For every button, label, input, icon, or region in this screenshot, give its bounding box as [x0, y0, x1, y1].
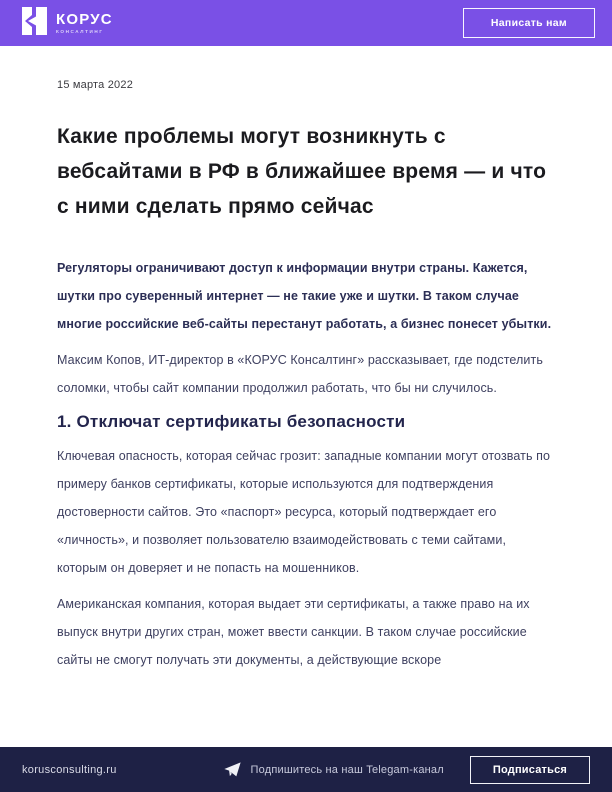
article-lead: Регуляторы ограничивают доступ к информации внутри страны. Кажется, шутки про суверенный интернет — не такие уже и шутки. В таком случае многие российские веб-сайты перестанут работать, а бизнес понесет убытки. [57, 261, 552, 331]
article-byline: Максим Копов, ИТ-директор в «КОРУС Консалтинг» рассказывает, где подстелить соломки, чтобы сайт компании продолжил работать, что бы ни случилось. [57, 353, 543, 395]
korus-k-mark-icon [22, 7, 48, 40]
site-header [0, 0, 612, 46]
article [0, 46, 612, 747]
telegram-promo [224, 762, 444, 777]
article-date: 15 марта 2022 [57, 79, 134, 91]
logo-sub-label: КОНСАЛТИНГ [56, 28, 104, 34]
logo-text [56, 12, 113, 35]
korus-logo[interactable] [22, 7, 113, 40]
write-us-button[interactable]: Написать нам [463, 8, 595, 38]
site-footer [0, 747, 612, 792]
telegram-promo-label: Подпишитесь на наш Telegam-канал [250, 763, 444, 776]
footer-site-link[interactable]: korusconsulting.ru [22, 763, 117, 776]
logo-brand-label: КОРУС [56, 10, 113, 28]
paper-plane-icon [224, 762, 241, 777]
article-paragraph-1: Ключевая опасность, которая сейчас грозит: западные компании могут отозвать по примеру банков сертификаты, которые используются для подтверждения достоверности сайтов. Это «паспорт» ресурса, который подтверждает его «личность», и позволяет пользователю взаимодействовать с теми сайтами, которым он доверяет и не попасть на мошенников. [57, 449, 551, 575]
article-paragraph-2: Американская компания, которая выдает эти сертификаты, а также право на их выпуск внутри других стран, может ввести санкции. В таком случае российские сайты не смогут получать эти документы, а действующие вскоре [57, 597, 530, 667]
subscribe-button[interactable]: Подписаться [470, 756, 590, 784]
article-title: Какие проблемы могут возникнуть с вебсайтами в РФ в ближайшее время — и что с ними сделать прямо сейчас [57, 125, 547, 218]
section-heading-1: 1. Отключат сертификаты безопасности [57, 412, 406, 431]
